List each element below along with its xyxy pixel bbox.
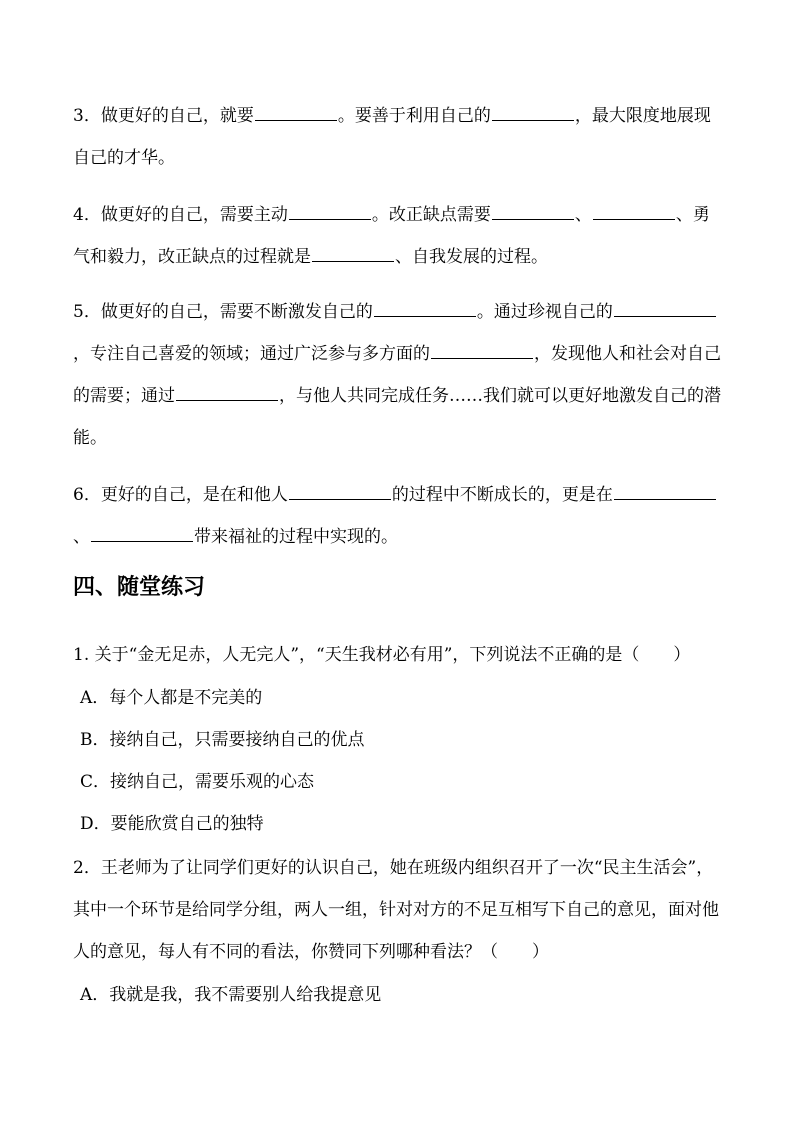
question-text: 做更好的自己，需要主动 <box>100 205 288 225</box>
answer-blank[interactable] <box>374 298 476 317</box>
question-text: 带来福祉的过程中实现的。 <box>194 527 398 547</box>
option-c[interactable]: C．接纳自己，需要乐观的心态 <box>80 772 315 792</box>
question-text: ，最大限度地展现自己的才华。 <box>73 106 711 168</box>
answer-blank[interactable] <box>289 201 371 220</box>
question-number: 4． <box>73 205 101 225</box>
question-text: 更好的自己，是在和他人 <box>100 485 288 505</box>
question-number: 3． <box>73 106 101 126</box>
question-text: ，发现他人和社会对自己的需要；通过 <box>73 344 721 406</box>
answer-blank[interactable] <box>431 340 533 359</box>
question-text: 、自我发展的过程。 <box>395 247 548 267</box>
question-text: 、 <box>574 205 592 225</box>
option-a[interactable]: A．每个人都是不完美的 <box>80 688 263 708</box>
practice-question-1-stem: 1. 关于“金无足赤，人无完人”，“天生我材必有用”，下列说法不正确的是（ ） <box>73 645 691 665</box>
question-text: 的过程中不断成长的，更是在 <box>391 485 613 505</box>
section-heading: 四、随堂练习 <box>73 575 206 600</box>
option-a[interactable]: A．我就是我，我不需要别人给我提意见 <box>80 985 382 1005</box>
practice-question-2-stem: 2．王老师为了让同学们更好的认识自己，她在班级内组织召开了一次“民主生活会”，其中一个环节是给同学分组，两人一组，针对对方的不足互相写下自己的意见，面对他人的意见，每人有不同的看法，你赞同下列哪种看法？（ ） <box>73 858 719 962</box>
answer-blank[interactable] <box>614 481 716 500</box>
answer-blank[interactable] <box>312 243 394 262</box>
question-text: 做更好的自己，就要 <box>100 106 254 126</box>
question-text: 、 <box>73 527 90 547</box>
question-text: 。要善于利用自己的 <box>337 106 491 126</box>
answer-blank[interactable] <box>614 298 716 317</box>
question-text: 、勇气和毅力，改正缺点的过程就是 <box>73 205 710 267</box>
answer-blank[interactable] <box>593 201 675 220</box>
fill-question-3 <box>73 95 723 179</box>
question-number: 6． <box>73 485 101 505</box>
answer-blank[interactable] <box>255 102 337 121</box>
question-text: ，与他人共同完成任务……我们就可以更好地激发自己的潜能。 <box>73 386 721 448</box>
fill-question-4 <box>73 194 723 278</box>
answer-blank[interactable] <box>91 523 193 542</box>
question-number: 5． <box>73 302 101 322</box>
answer-blank[interactable] <box>492 102 574 121</box>
question-text: 。改正缺点需要 <box>371 205 491 225</box>
fill-question-6 <box>73 474 723 558</box>
fill-question-5 <box>73 291 723 459</box>
answer-blank[interactable] <box>176 382 278 401</box>
answer-blank[interactable] <box>492 201 574 220</box>
question-text: ，专注自己喜爱的领域；通过广泛参与多方面的 <box>73 344 430 364</box>
option-d[interactable]: D．要能欣赏自己的独特 <box>80 814 264 834</box>
answer-blank[interactable] <box>289 481 391 500</box>
question-text: 。通过珍视自己的 <box>476 302 613 322</box>
option-b[interactable]: B．接纳自己，只需要接纳自己的优点 <box>80 730 365 750</box>
question-text: 做更好的自己，需要不断激发自己的 <box>100 302 373 322</box>
